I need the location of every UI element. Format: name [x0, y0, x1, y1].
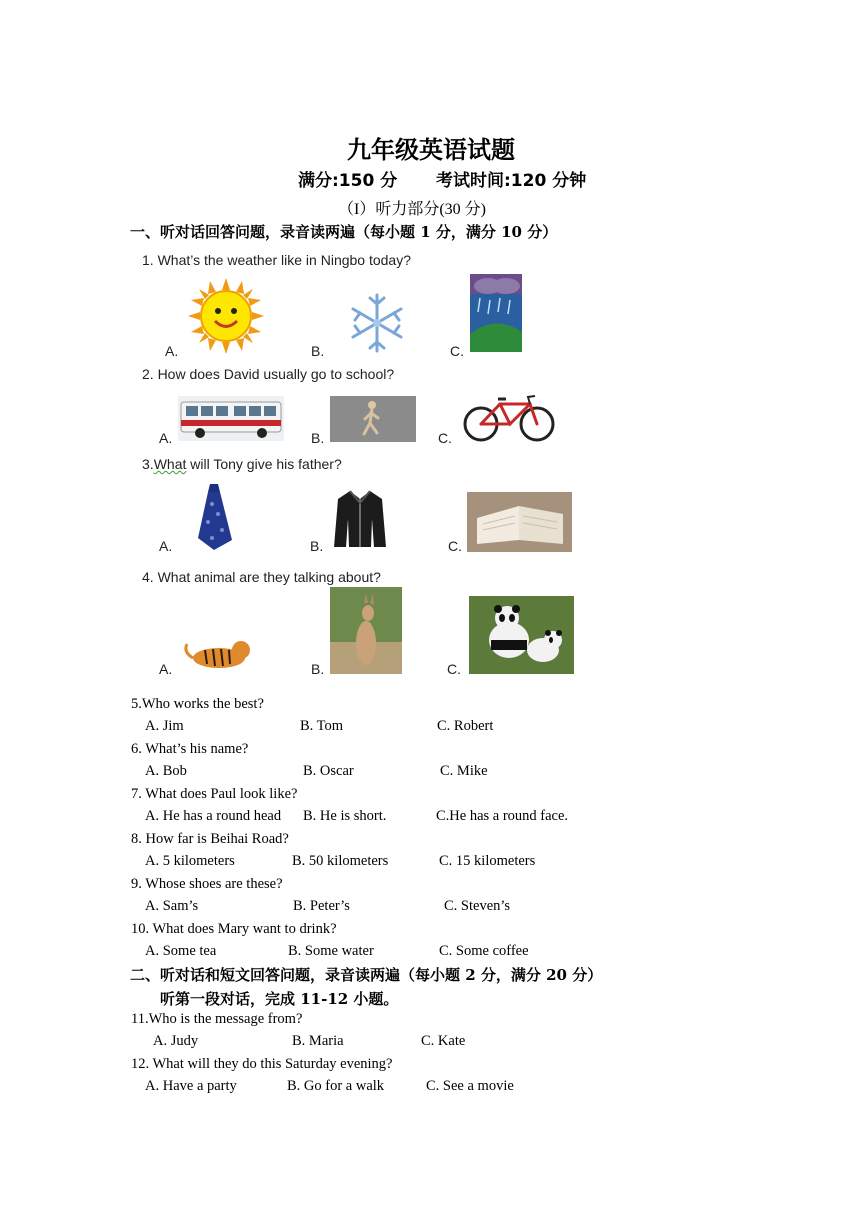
kangaroo-icon [330, 587, 402, 674]
option-a: A. 5 kilometers [145, 853, 235, 869]
question-3-underlined: What [153, 456, 187, 472]
snowflake-icon [346, 292, 408, 354]
option-label: B. [311, 343, 325, 359]
bus-icon [178, 396, 284, 441]
panda-icon [469, 596, 574, 674]
sun-icon [188, 278, 264, 354]
option-label: B. [310, 538, 324, 554]
option-c: C. See a movie [426, 1078, 514, 1094]
section2-heading: 二、听对话和短文回答问题，录音读两遍（每小题 2 分，满分 20 分） [130, 966, 603, 984]
option-label: A. [159, 661, 173, 677]
option-b: B. Go for a walk [287, 1078, 385, 1094]
option-c: C. 15 kilometers [439, 853, 536, 869]
option-b: B. Tom [300, 718, 344, 734]
tiger-icon [179, 630, 255, 672]
question-8: 8. How far is Beihai Road? [131, 831, 289, 847]
question-10: 10. What does Mary want to drink? [131, 921, 337, 937]
walking-person-icon [330, 396, 416, 442]
option-c: C. Kate [421, 1033, 466, 1049]
option-label: B. [311, 661, 325, 677]
question-6: 6. What’s his name? [131, 741, 249, 757]
section2-instruction: 听第一段对话，完成 11-12 小题。 [160, 990, 399, 1008]
option-label: C. [447, 661, 461, 677]
option-b: B. Some water [288, 943, 374, 959]
option-label: C. [438, 430, 452, 446]
option-a: A. Sam’s [145, 898, 199, 914]
exam-time: 考试时间:120 分钟 [436, 171, 587, 191]
section1-heading: 一、听对话回答问题，录音读两遍（每小题 1 分，满分 10 分） [130, 223, 558, 241]
option-label: C. [450, 343, 464, 359]
option-label: A. [165, 343, 179, 359]
option-c: C.He has a round face. [436, 808, 569, 824]
option-a: A. Bob [145, 763, 187, 779]
question-3-prefix: 3. [142, 456, 154, 472]
question-7: 7. What does Paul look like? [131, 786, 298, 802]
question-11: 11.Who is the message from? [131, 1011, 303, 1027]
part-title: （I）听力部分(30 分) [338, 201, 486, 218]
rain-storm-icon [470, 274, 522, 352]
option-label: B. [311, 430, 325, 446]
question-3 [142, 456, 342, 472]
tie-icon [192, 484, 236, 550]
option-b: B. He is short. [303, 808, 387, 824]
option-c: C. Some coffee [439, 943, 529, 959]
page-title: 九年级英语试题 [347, 136, 515, 164]
option-b: B. Peter’s [293, 898, 350, 914]
question-5: 5.Who works the best? [131, 696, 264, 712]
jacket-icon [334, 489, 386, 549]
option-label: C. [448, 538, 462, 554]
option-b: B. Oscar [303, 763, 354, 779]
option-c: C. Robert [437, 718, 494, 734]
option-a: A. He has a round head [145, 808, 282, 824]
option-b: B. Maria [292, 1033, 344, 1049]
option-a: A. Judy [153, 1033, 199, 1049]
option-label: A. [159, 538, 173, 554]
question-4: 4. What animal are they talking about? [142, 569, 381, 585]
question-9: 9. Whose shoes are these? [131, 876, 283, 892]
question-2: 2. How does David usually go to school? [142, 366, 395, 382]
option-c: C. Steven’s [444, 898, 511, 914]
question-3-rest: will Tony give his father? [186, 456, 342, 472]
option-b: B. 50 kilometers [292, 853, 389, 869]
question-12: 12. What will they do this Saturday evening? [131, 1056, 393, 1072]
option-a: A. Some tea [145, 943, 217, 959]
option-c: C. Mike [440, 763, 488, 779]
option-label: A. [159, 430, 173, 446]
book-icon [467, 492, 572, 552]
bicycle-icon [460, 392, 558, 442]
full-score: 满分:150 分 [298, 171, 398, 191]
option-a: A. Have a party [145, 1078, 237, 1094]
option-a: A. Jim [145, 718, 184, 734]
question-1: 1. What’s the weather like in Ningbo today? [142, 252, 412, 268]
